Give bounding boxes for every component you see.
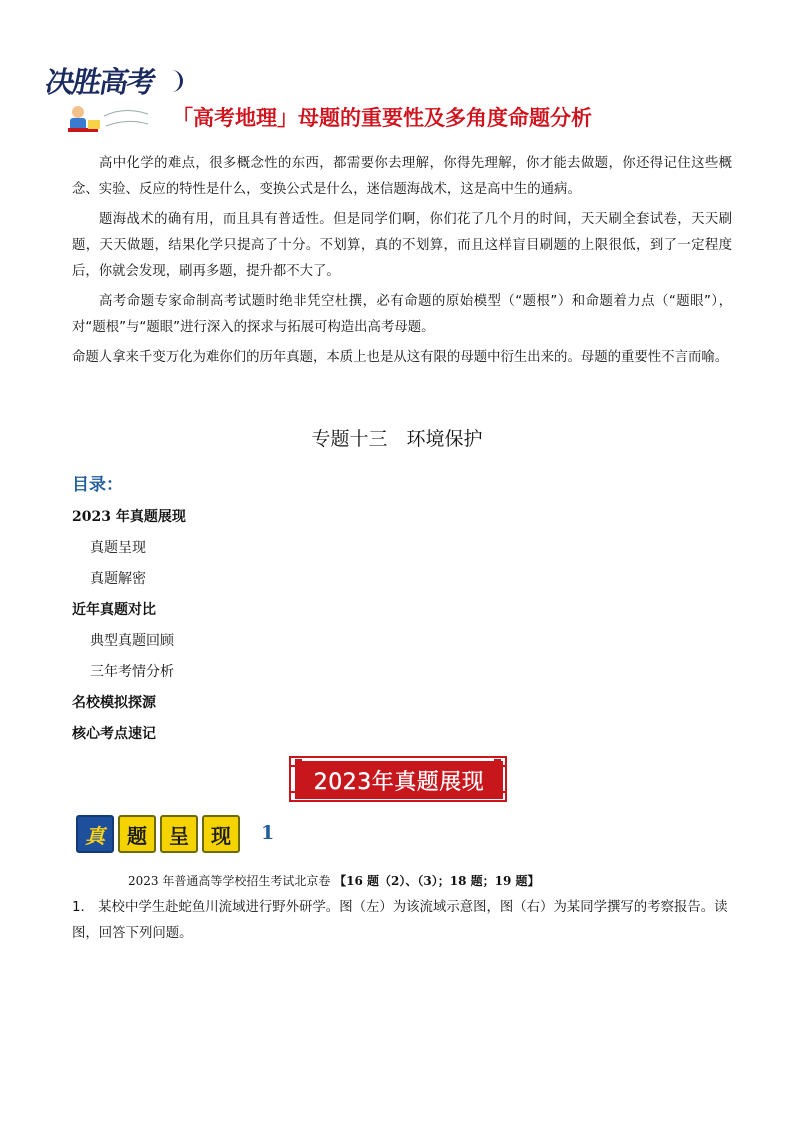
- toc-item[interactable]: 真题解密: [90, 571, 146, 587]
- intro-paragraph: 高中化学的难点，很多概念性的东西，都需要你去理解，你得先理解，你才能去做题，你还得记住这些概念、实验、反应的特性是什么，变换公式是什么，迷信题海战术，这是高中生的通病。: [72, 156, 732, 197]
- banner-body: [295, 761, 503, 799]
- section-tag-char: 题: [118, 815, 156, 853]
- intro-paragraph: 题海战术的确有用，而且具有普适性。但是同学们啊，你们花了几个月的时间，天天刷全套试卷，天天刷题，天天做题，结果化学只提高了十分。不划算，真的不划算，而且这样盲目刷题的上限很低，到了一定程度后，你就会发现，刷再多题，提升都不大了。: [72, 212, 732, 279]
- question-source: [128, 872, 540, 889]
- toc-item[interactable]: 典型真题回顾: [90, 633, 174, 649]
- toc-item[interactable]: 核心考点速记: [72, 726, 156, 742]
- toc-item[interactable]: 名校模拟探源: [72, 695, 156, 711]
- toc-item[interactable]: 三年考情分析: [90, 664, 174, 680]
- section-tag: [76, 815, 240, 853]
- toc-heading: 目录：: [72, 475, 123, 495]
- section-tag-number: 1: [261, 822, 275, 844]
- topic-title: 专题十三 环境保护: [311, 428, 483, 450]
- logo-student-illustration-icon: [64, 98, 154, 138]
- question-source-refs: 【16 题（2）、（3）；18 题；19 题】: [334, 874, 540, 888]
- section-tag-char: 现: [202, 815, 240, 853]
- question-text: 1． 某校中学生赴蛇鱼川流域进行野外研学。图（左）为该流域示意图，图（右）为某同学撰写的考察报告。读图，回答下列问题。: [72, 900, 728, 941]
- logo: [42, 56, 174, 140]
- section-tag-char: 呈: [160, 815, 198, 853]
- document-title: 「高考地理」母题的重要性及多角度命题分析: [172, 106, 592, 130]
- toc-item[interactable]: 近年真题对比: [72, 602, 156, 618]
- toc-list: [72, 507, 186, 755]
- logo-swoosh: [166, 70, 183, 92]
- toc-item[interactable]: 2023 年真题展现: [72, 509, 186, 525]
- toc-item[interactable]: 真题呈现: [90, 540, 146, 556]
- logo-text: 决胜高考: [42, 65, 157, 99]
- question-source-exam: 2023 年普通高等学校招生考试北京卷: [128, 874, 335, 888]
- banner-text: 2023年真题展现: [313, 769, 485, 795]
- intro-paragraph: 命题人拿来千变万化为难你们的历年真题，本质上也是从这有限的母题中衍生出来的。母题的重要性不言而喻。: [72, 350, 729, 365]
- section-tag-char: 真: [76, 815, 114, 853]
- intro-paragraph: 高考命题专家命制高考试题时绝非凭空杜撰，必有命题的原始模型（“题根”）和命题着力点（“题眼”），对“题根”与“题眼”进行深入的探求与拓展可构造出高考母题。: [72, 294, 732, 335]
- section-banner: [287, 754, 509, 804]
